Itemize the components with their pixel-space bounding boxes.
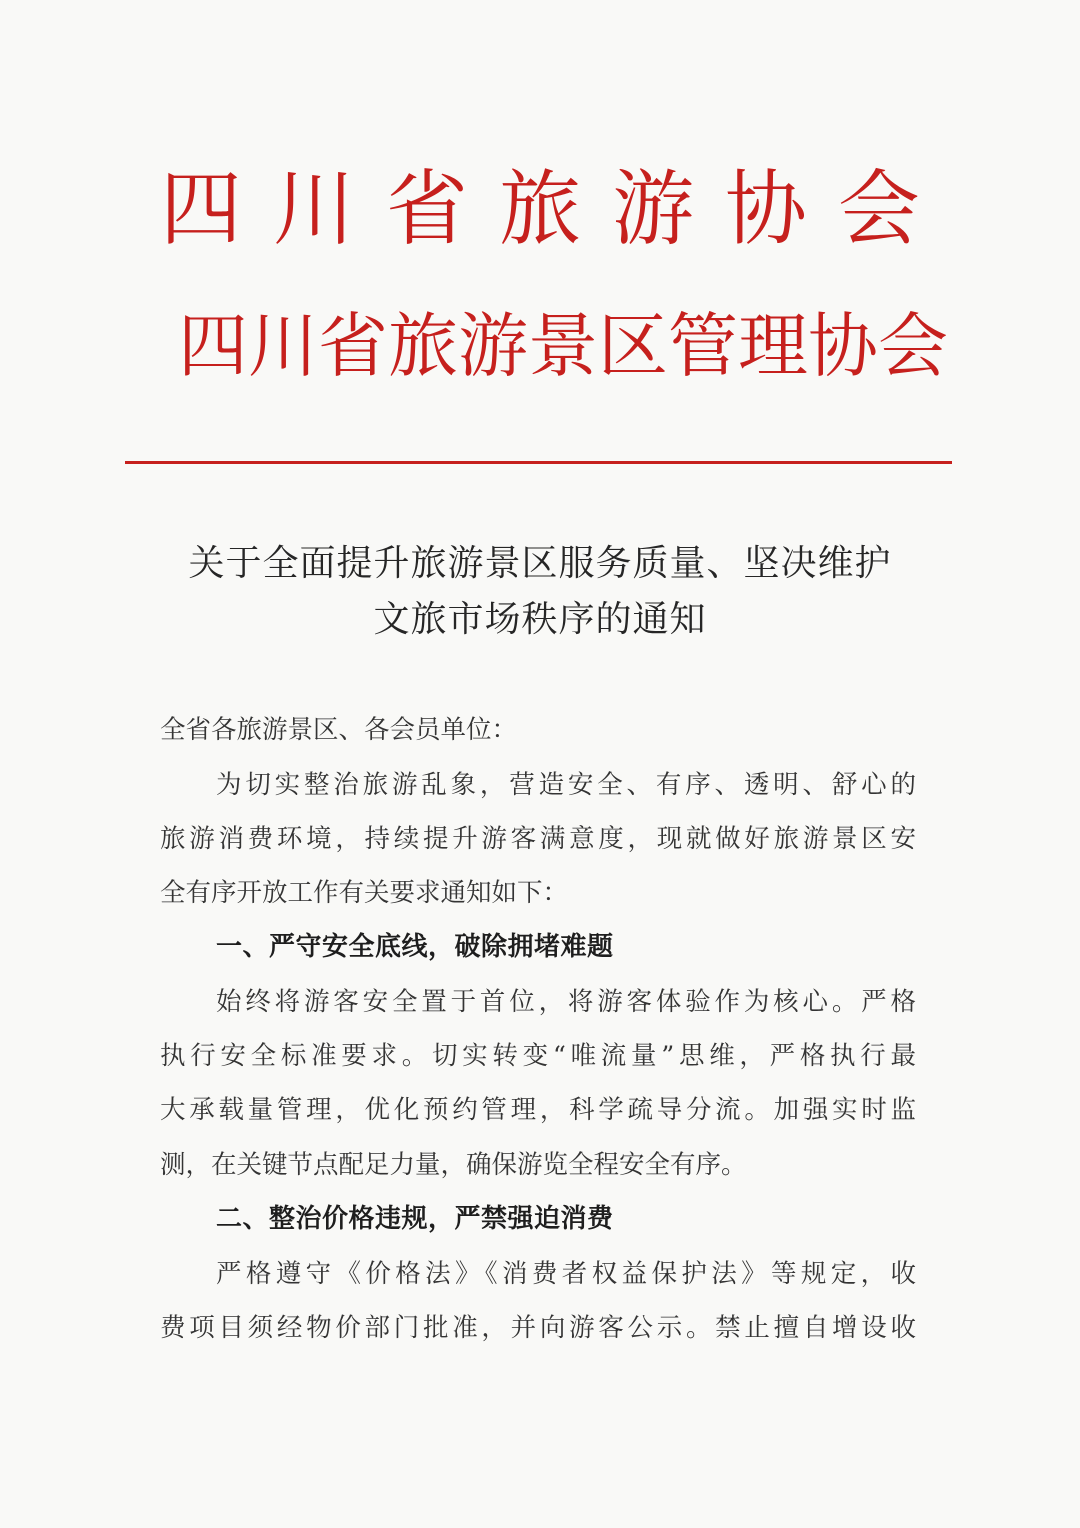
org1-char: 游 [611,162,694,257]
org-name-tourism-association [160,160,920,260]
paragraph-line: 全有序开放工作有关要求通知如下： [160,878,569,908]
org2-char: 会 [878,305,948,387]
org2-char: 管 [668,305,738,387]
paragraph-line: 为切实整治旅游乱象，营造安全、有序、透明、舒心的 [216,770,916,800]
org2-char: 游 [458,305,528,387]
org1-char: 四 [160,162,243,257]
paragraph-line: 严格遵守《价格法》《消费者权益保护法》等规定，收 [216,1259,916,1289]
org1-char: 省 [385,162,468,257]
paragraph-line: 大承载量管理，优化预约管理，科学疏导分流。加强实时监 [160,1095,916,1125]
org1-char: 协 [724,162,807,257]
paragraph-line: 测，在关键节点配足力量，确保游览全程安全有序。 [160,1150,747,1180]
org1-char: 旅 [498,162,581,257]
paragraph-line: 费项目须经物价部门批准，并向游客公示。禁止擅自增设收 [160,1313,916,1343]
section-heading-1: 一、严守安全底线，破除拥堵难题 [216,932,614,962]
paragraph-line: 旅游消费环境，持续提升游客满意度，现就做好旅游景区安 [160,824,916,854]
salutation: 全省各旅游景区、各会员单位： [160,715,518,745]
org2-char: 省 [318,305,388,387]
org1-char: 会 [837,162,920,257]
org2-char: 旅 [388,305,458,387]
section-heading-2: 二、整治价格违规，严禁强迫消费 [216,1204,614,1234]
paragraph-line: 执行安全标准要求。切实转变“唯流量”思维，严格执行最 [160,1041,916,1071]
org2-char: 协 [808,305,878,387]
org2-char: 理 [738,305,808,387]
org1-char: 川 [272,162,355,257]
document-title [150,536,930,648]
org-name-scenic-area-association [178,296,948,396]
paragraph-line: 始终将游客安全置于首位，将游客体验作为核心。严格 [216,987,916,1017]
red-divider-line [125,461,952,464]
title-line-2: 文旅市场秩序的通知 [373,599,707,640]
org2-char: 区 [598,305,668,387]
title-line-1: 关于全面提升旅游景区服务质量、坚决维护 [188,543,892,584]
org2-char: 景 [528,305,598,387]
org2-char: 四 [178,305,248,387]
org2-char: 川 [248,305,318,387]
